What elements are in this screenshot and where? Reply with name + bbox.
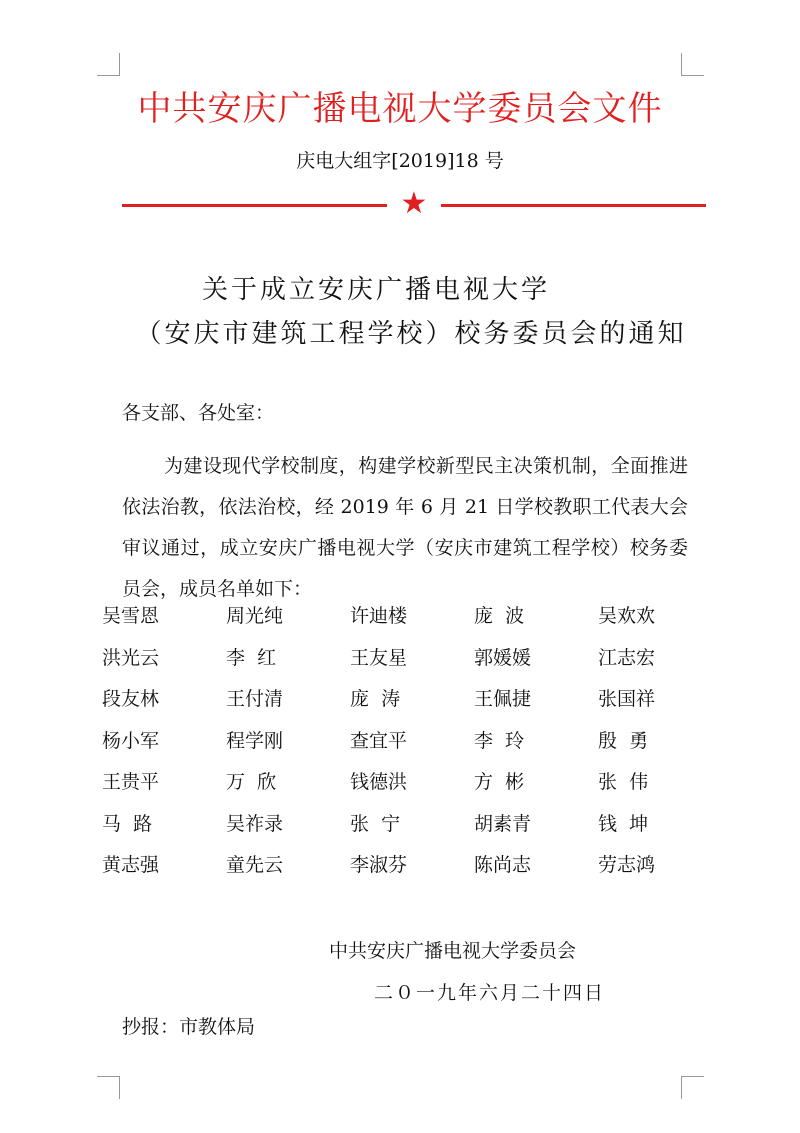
member-name: 王贵平	[102, 771, 160, 793]
red-divider-left	[122, 204, 387, 207]
member-name: 李 玲	[474, 729, 525, 752]
member-name: 郭媛媛	[474, 646, 532, 669]
member-name: 段友林	[102, 688, 160, 710]
member-name: 童先云	[226, 854, 284, 876]
member-name: 钱德洪	[350, 771, 408, 793]
member-name: 王友星	[350, 646, 408, 669]
member-name: 江志宏	[598, 646, 656, 669]
member-name: 吴雪恩	[102, 605, 160, 627]
signature-org: 中共安庆广播电视大学委员会	[329, 940, 577, 962]
member-name: 黄志强	[102, 854, 160, 876]
member-name: 吴欢欢	[598, 605, 656, 627]
document-header-title: 中共安庆广播电视大学委员会文件	[137, 89, 663, 129]
body-paragraph: 为建设现代学校制度，构建学校新型民主决策机制，全面推进依法治教，依法治校，经 2019 年 6 月 21 日学校教职工代表大会审议通过，成立安庆广播电视大学（安庆市建筑工程学校）校务委员会，成员名单如下：	[122, 455, 688, 600]
notice-title-line-1: 关于成立安庆广播电视大学	[201, 275, 550, 305]
member-name: 王佩捷	[474, 688, 532, 710]
member-name: 周光纯	[226, 605, 284, 627]
document-number: 庆电大组字[2019]18 号	[296, 150, 504, 172]
member-name: 张 伟	[598, 771, 649, 793]
member-name: 许迪楼	[350, 605, 408, 627]
member-list	[102, 596, 722, 887]
crop-mark-bottom-left	[97, 1076, 120, 1099]
cc-line: 抄报：市教体局	[122, 1016, 256, 1038]
salutation: 各支部、各处室：	[122, 402, 275, 424]
red-divider-right	[441, 204, 706, 207]
member-name: 张国祥	[598, 688, 656, 710]
member-name: 程学刚	[226, 729, 284, 752]
crop-mark-top-right	[681, 53, 704, 76]
member-name: 庞 波	[474, 605, 525, 627]
member-name: 查宜平	[350, 729, 408, 752]
member-name: 王付清	[226, 688, 284, 710]
red-star-icon: ★	[400, 186, 428, 221]
member-name: 钱 坤	[598, 812, 649, 835]
crop-mark-top-left	[97, 53, 120, 76]
notice-title-line-2: （安庆市建筑工程学校）校务委员会的通知	[135, 319, 687, 349]
crop-mark-bottom-right	[681, 1076, 704, 1099]
member-name: 庞 涛	[350, 688, 401, 710]
member-name: 洪光云	[102, 646, 160, 669]
member-name: 劳志鸿	[598, 854, 656, 876]
member-name: 方 彬	[474, 771, 525, 793]
member-name: 马 路	[102, 812, 153, 835]
member-name: 陈尚志	[474, 854, 532, 876]
member-name: 杨小军	[102, 729, 160, 752]
member-name: 胡素青	[474, 812, 532, 835]
member-name: 张 宁	[350, 812, 401, 835]
member-name: 李淑芬	[350, 854, 408, 876]
signature-date: 二０一九年六月二十四日	[374, 982, 606, 1004]
member-name: 吴祚录	[226, 812, 284, 835]
member-name: 殷 勇	[598, 729, 649, 752]
member-name: 万 欣	[226, 771, 277, 793]
member-name: 李 红	[226, 646, 277, 669]
